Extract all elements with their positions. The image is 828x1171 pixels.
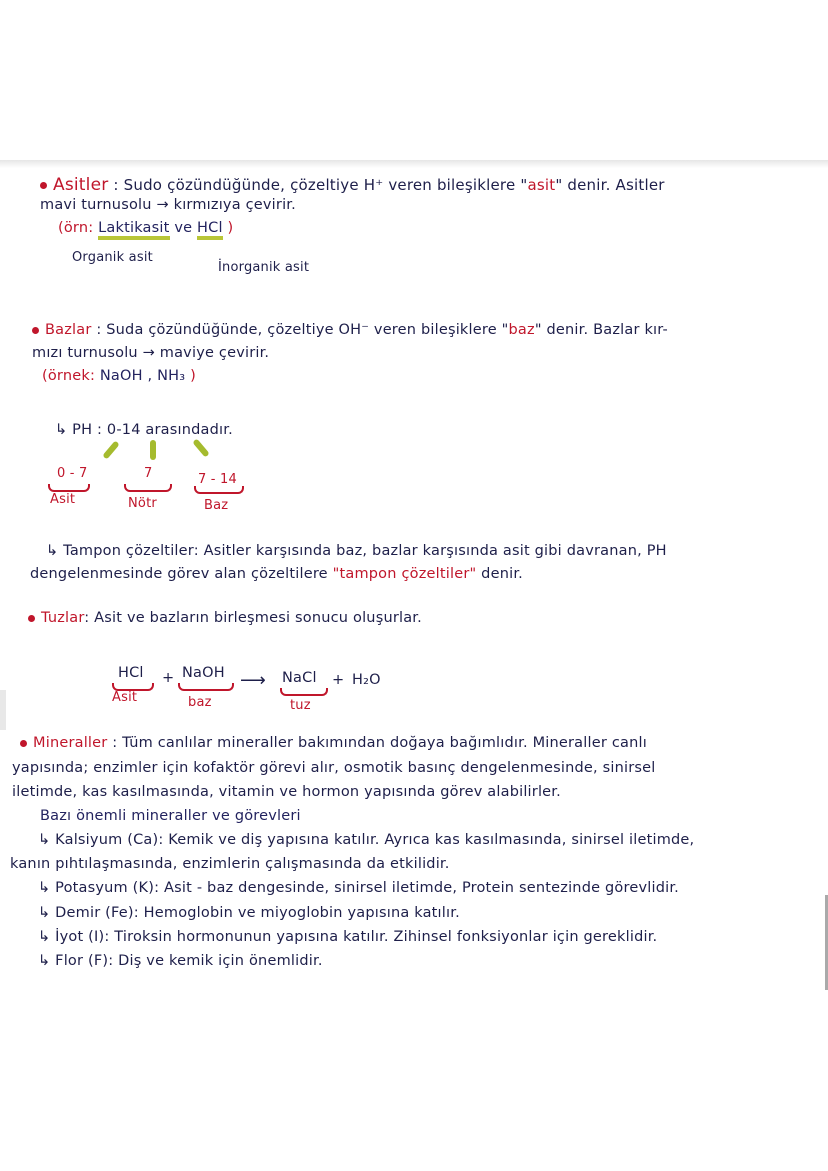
bazlar-title: Bazlar [45,322,92,338]
brace [280,688,328,696]
mineral-text: : Diş ve kemik için önemlidir. [108,953,323,969]
baz-term: baz [508,322,535,338]
tampon-line-2 [30,566,523,582]
brace [124,484,172,492]
example-hcl: HCl [197,220,223,240]
asitler-line-2: mavi turnusolu → kırmızıya çevirir. [40,197,296,213]
reactant-naoh: NaOH [182,665,225,681]
text: : Asitler karşısında baz, bazlar karşısında asit gibi davranan, PH [193,543,667,559]
ph-range-baz: 7 - 14 [198,472,237,487]
label-tuz: tuz [290,698,311,713]
tampon-line-1 [46,543,667,559]
mineral-item-kalsiyum [38,832,694,848]
mineral-name: ↳ Potasyum (K) [38,880,155,896]
mineraller-line-2: yapısında; enzimler için kofaktör görevi alır, osmotik basınç dengelenmesinde, sinirsel [12,760,656,776]
mineral-item-iyot [38,929,657,945]
asit-term: asit [527,176,556,194]
reactant-hcl: HCl [118,665,144,681]
text: Suda çözündüğünde, çözeltiye OH⁻ veren bileşiklere " [106,322,509,338]
mineral-text: : Kemik ve diş yapısına katılır. Ayrıca kas kasılmasında, sinirsel iletimde, [158,832,695,848]
ph-label-baz: Baz [204,498,229,513]
arrow-icon [192,438,209,457]
product-nacl: NaCl [282,670,317,686]
bazlar-line-1 [32,322,668,338]
arrow-icon [102,440,119,459]
page-left-shadow [0,690,6,730]
text: dengelenmesinde görev alan çözeltilere [30,566,328,582]
label-baz: baz [188,695,212,710]
mineral-item-kalsiyum-cont: kanın pıhtılaşmasında, enzimlerin çalışmasında da etkilidir. [10,856,450,872]
asitler-title: Asitler [53,175,109,195]
bullet-icon [32,327,39,334]
mineraller-line-1 [20,735,647,751]
text: " denir. Bazlar kır- [534,322,668,338]
mineraller-title: Mineraller [33,735,108,751]
ph-range-text: ↳ PH : 0-14 arasındadır. [55,422,233,438]
mineral-name: ↳ Kalsiyum (Ca) [38,832,159,848]
mineral-text: : Tiroksin hormonunun yapısına katılır. Zihinsel fonksiyonlar için gereklidir. [104,929,658,945]
tampon-title: ↳ Tampon çözeltiler [46,543,194,559]
separator: : [112,735,118,751]
bullet-icon [40,182,47,189]
organik-asit-label: Organik asit [72,250,153,265]
text: " denir. Asitler [555,176,665,194]
example-values: NaOH , NH₃ [99,368,186,384]
page-top-shadow [0,160,828,168]
mineraller-subtitle: Bazı önemli mineraller ve görevleri [40,808,301,824]
bullet-icon [20,740,27,747]
mineral-name: ↳ Flor (F) [38,953,109,969]
text: Sudo çözündüğünde, çözeltiye [123,176,359,194]
arrow-icon [150,440,156,460]
mineral-item-potasyum [38,880,679,896]
plus-sign: + [162,670,175,686]
brace [194,486,244,494]
ph-label-notr: Nötr [128,496,157,511]
brace [178,683,234,691]
ph-label-asit: Asit [50,492,76,507]
asitler-line-1 [40,175,665,195]
mineral-name: ↳ Demir (Fe) [38,905,134,921]
inorganik-asit-label: İnorganik asit [218,260,310,275]
product-h2o: H₂O [352,672,381,688]
asitler-example [58,220,233,236]
separator: : [113,176,119,194]
text: denir. [481,566,523,582]
tuzlar-line [28,610,422,626]
reaction-arrow-icon: ⟶ [240,670,267,691]
mineral-text: : Hemoglobin ve miyoglobin yapısına katılır. [133,905,460,921]
label-asit: Asit [112,690,138,705]
bazlar-example [42,368,196,384]
example-open: (örn: [58,220,94,236]
ph-range-notr: 7 [144,466,153,481]
mineral-item-flor [38,953,323,969]
bazlar-line-2: mızı turnusolu → maviye çevirir. [32,345,270,361]
mineral-item-demir [38,905,460,921]
text: veren bileşiklere " [388,176,528,194]
example-close: ) [227,220,234,236]
h-plus: H⁺ [363,176,384,194]
plus-sign: + [332,672,345,688]
example-and: ve [174,220,193,236]
mineral-name: ↳ İyot (I) [38,929,105,945]
mineral-text: : Asit - baz dengesinde, sinirsel iletimde, Protein sentezinde görevlidir. [154,880,679,896]
tuzlar-title: Tuzlar [41,610,85,626]
tampon-term: "tampon çözeltiler" [332,566,477,582]
ph-range-asit: 0 - 7 [57,466,88,481]
example-open: (örnek: [42,368,96,384]
text: Tüm canlılar mineraller bakımından doğaya bağımlıdır. Mineraller canlı [122,735,647,751]
brace [48,484,90,492]
bullet-icon [28,615,35,622]
text: : Asit ve bazların birleşmesi sonucu oluşurlar. [84,610,422,626]
example-laktikasit: Laktikasit [98,220,169,240]
mineraller-line-3: iletimde, kas kasılmasında, vitamin ve hormon yapısında görev alabilirler. [12,784,561,800]
example-close: ) [190,368,196,384]
separator: : [96,322,102,338]
